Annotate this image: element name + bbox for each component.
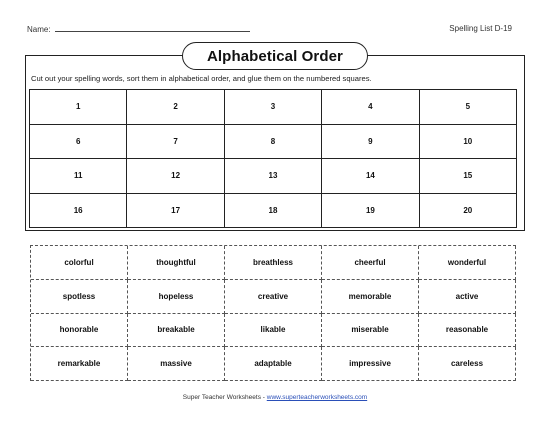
worksheet-title: Alphabetical Order	[182, 42, 368, 70]
numbered-square: 2	[127, 90, 224, 125]
numbered-square: 15	[420, 159, 517, 194]
word-card: honorable	[31, 314, 128, 348]
numbered-square: 4	[322, 90, 419, 125]
name-label: Name:	[27, 25, 51, 34]
numbered-square: 19	[322, 194, 419, 229]
word-card: colorful	[31, 246, 128, 280]
numbered-square: 18	[225, 194, 322, 229]
instructions: Cut out your spelling words, sort them in alphabetical order, and glue them on the numbered squares.	[31, 74, 372, 83]
word-card: wonderful	[419, 246, 516, 280]
footer-text: Super Teacher Worksheets -	[182, 394, 267, 401]
word-card: adaptable	[225, 347, 322, 381]
numbered-square: 12	[127, 159, 224, 194]
word-card: likable	[225, 314, 322, 348]
numbered-square: 3	[225, 90, 322, 125]
numbered-square: 5	[420, 90, 517, 125]
name-line	[55, 24, 250, 32]
word-cutouts-grid	[30, 245, 516, 381]
numbered-square: 16	[30, 194, 127, 229]
numbered-square: 10	[420, 125, 517, 160]
word-card: active	[419, 280, 516, 314]
numbered-square: 13	[225, 159, 322, 194]
word-card: impressive	[322, 347, 419, 381]
footer	[0, 394, 550, 401]
word-card: thoughtful	[128, 246, 225, 280]
name-field	[27, 24, 250, 34]
numbered-square: 7	[127, 125, 224, 160]
footer-link[interactable]: www.superteacherworksheets.com	[266, 394, 368, 401]
word-card: miserable	[322, 314, 419, 348]
numbered-square: 8	[225, 125, 322, 160]
numbered-square: 1	[30, 90, 127, 125]
numbered-square: 17	[127, 194, 224, 229]
word-card: cheerful	[322, 246, 419, 280]
numbered-square: 6	[30, 125, 127, 160]
word-card: careless	[419, 347, 516, 381]
word-card: memorable	[322, 280, 419, 314]
numbered-squares-grid	[29, 89, 517, 228]
word-card: breathless	[225, 246, 322, 280]
word-card: massive	[128, 347, 225, 381]
word-card: hopeless	[128, 280, 225, 314]
word-card: breakable	[128, 314, 225, 348]
spelling-list-label: Spelling List D-19	[449, 24, 512, 33]
word-card: creative	[225, 280, 322, 314]
numbered-square: 9	[322, 125, 419, 160]
numbered-square: 14	[322, 159, 419, 194]
numbered-square: 11	[30, 159, 127, 194]
numbered-square: 20	[420, 194, 517, 229]
word-card: spotless	[31, 280, 128, 314]
word-card: reasonable	[419, 314, 516, 348]
word-card: remarkable	[31, 347, 128, 381]
